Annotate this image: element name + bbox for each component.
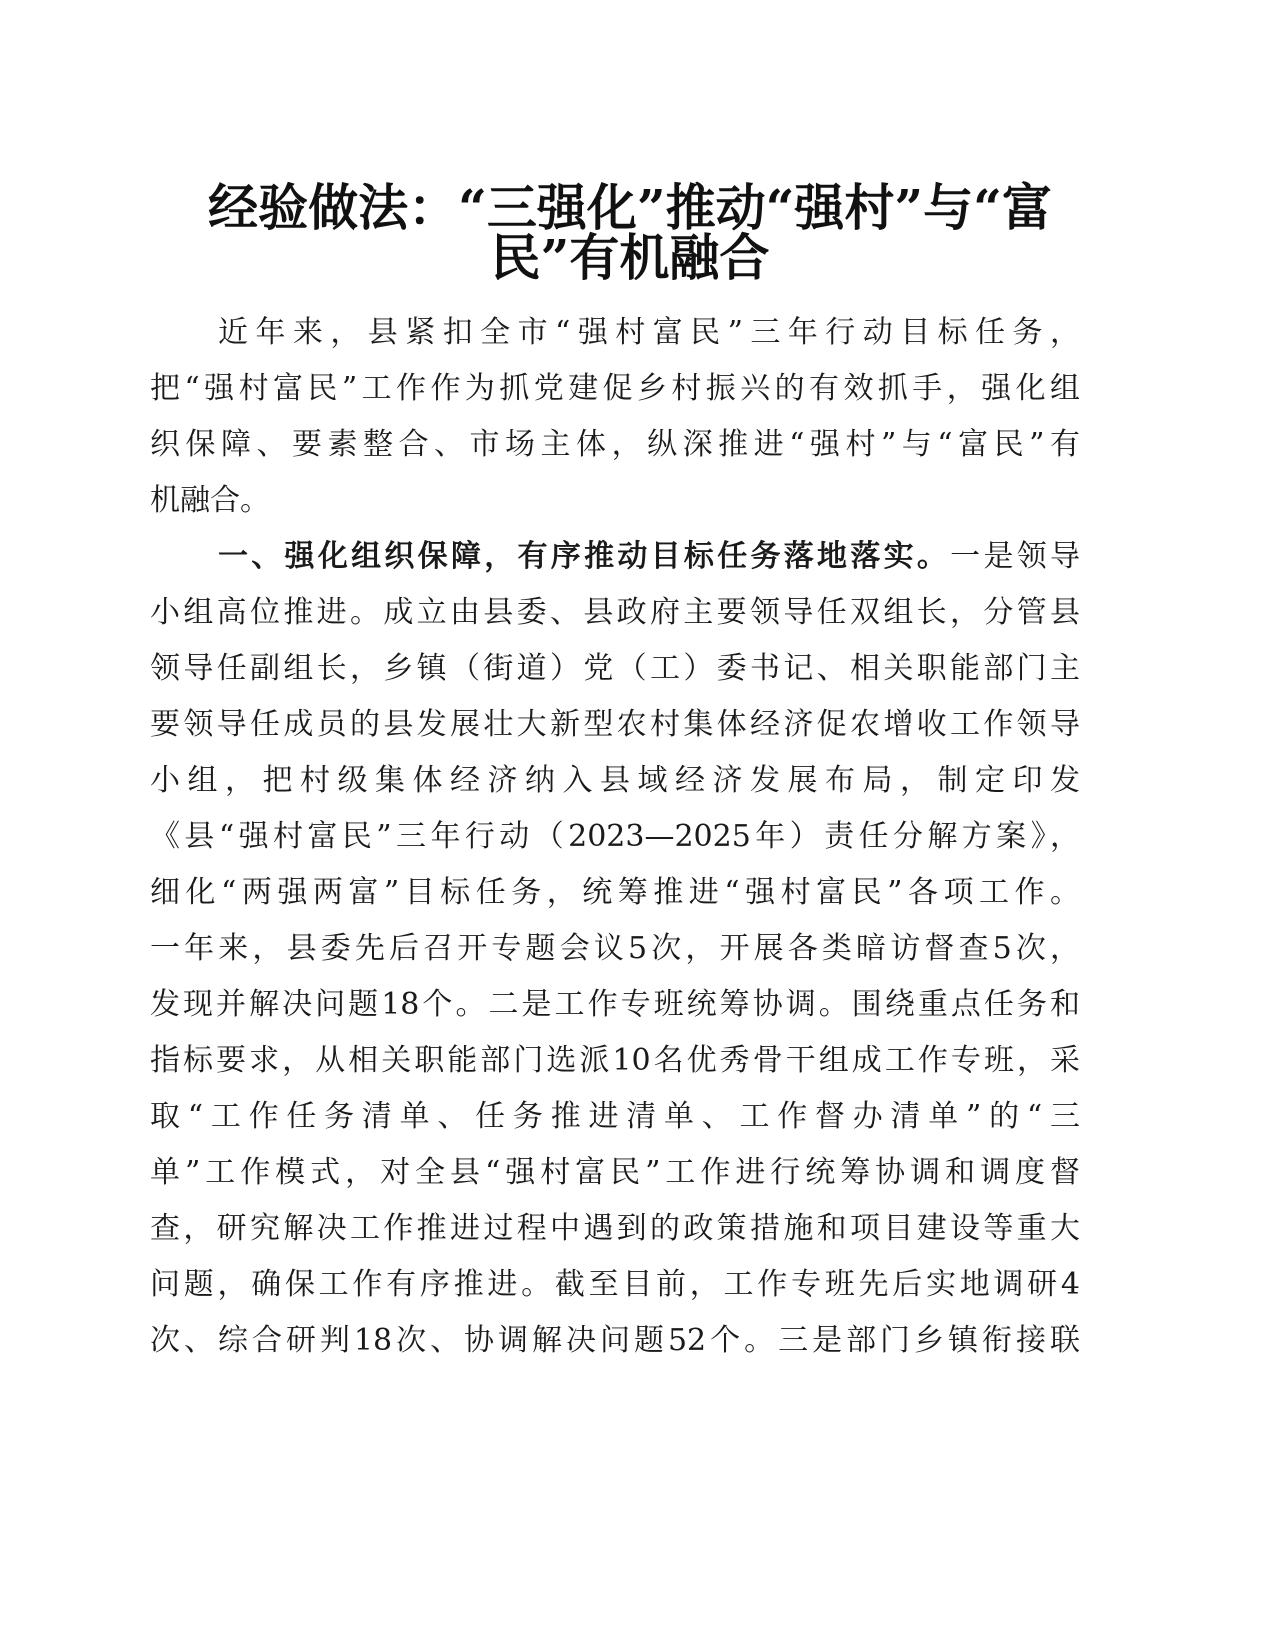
body-line: 单”工作模式，对全县“强村富民”工作进行统筹协调和调度督 xyxy=(150,1155,1080,1190)
body-line: 领导任副组长，乡镇（街道）党（工）委书记、相关职能部门主 xyxy=(150,651,1080,686)
body-line: 取“工作任务清单、任务推进清单、工作督办清单”的“三 xyxy=(150,1099,1080,1134)
body-line: 问题，确保工作有序推进。截至目前，工作专班先后实地调研4 xyxy=(150,1267,1080,1302)
body-line: 细化“两强两富”目标任务，统筹推进“强村富民”各项工作。 xyxy=(150,875,1080,910)
document-title-line-1: 经验做法：“三强化”推动“强村”与“富 xyxy=(208,178,1052,237)
intro-line: 把“强村富民”工作作为抓党建促乡村振兴的有效抓手，强化组 xyxy=(150,371,1080,406)
body-line: 小组，把村级集体经济纳入县域经济发展布局，制定印发 xyxy=(150,763,1080,798)
section-1-first-line-rest: 一是领导 xyxy=(950,539,1080,574)
intro-line: 织保障、要素整合、市场主体，纵深推进“强村”与“富民”有 xyxy=(150,427,1080,462)
section-1-first-line xyxy=(218,531,1080,583)
body-line: 次、综合研判18次、协调解决问题52个。三是部门乡镇衔接联 xyxy=(150,1323,1080,1358)
body-line: 要领导任成员的县发展壮大新型农村集体经济促农增收工作领导 xyxy=(150,707,1080,742)
section-1-heading: 一、强化组织保障，有序推动目标任务落地落实。 xyxy=(218,539,951,574)
body-line: 小组高位推进。成立由县委、县政府主要领导任双组长，分管县 xyxy=(150,595,1080,630)
body-line: 发现并解决问题18个。二是工作专班统筹协调。围绕重点任务和 xyxy=(150,987,1080,1022)
document-title-line-2: 民”有机融合 xyxy=(490,228,770,287)
intro-line: 机融合。 xyxy=(150,483,270,518)
body-line: 指标要求，从相关职能部门选派10名优秀骨干组成工作专班，采 xyxy=(150,1043,1080,1078)
body-line: 查，研究解决工作推进过程中遇到的政策措施和项目建设等重大 xyxy=(150,1211,1080,1246)
intro-line: 近年来，县紧扣全市“强村富民”三年行动目标任务， xyxy=(218,315,1080,350)
body-line: 一年来，县委先后召开专题会议5次，开展各类暗访督查5次， xyxy=(150,931,1080,966)
body-line: 《县“强村富民”三年行动（2023—2025年）责任分解方案》， xyxy=(150,819,1080,854)
